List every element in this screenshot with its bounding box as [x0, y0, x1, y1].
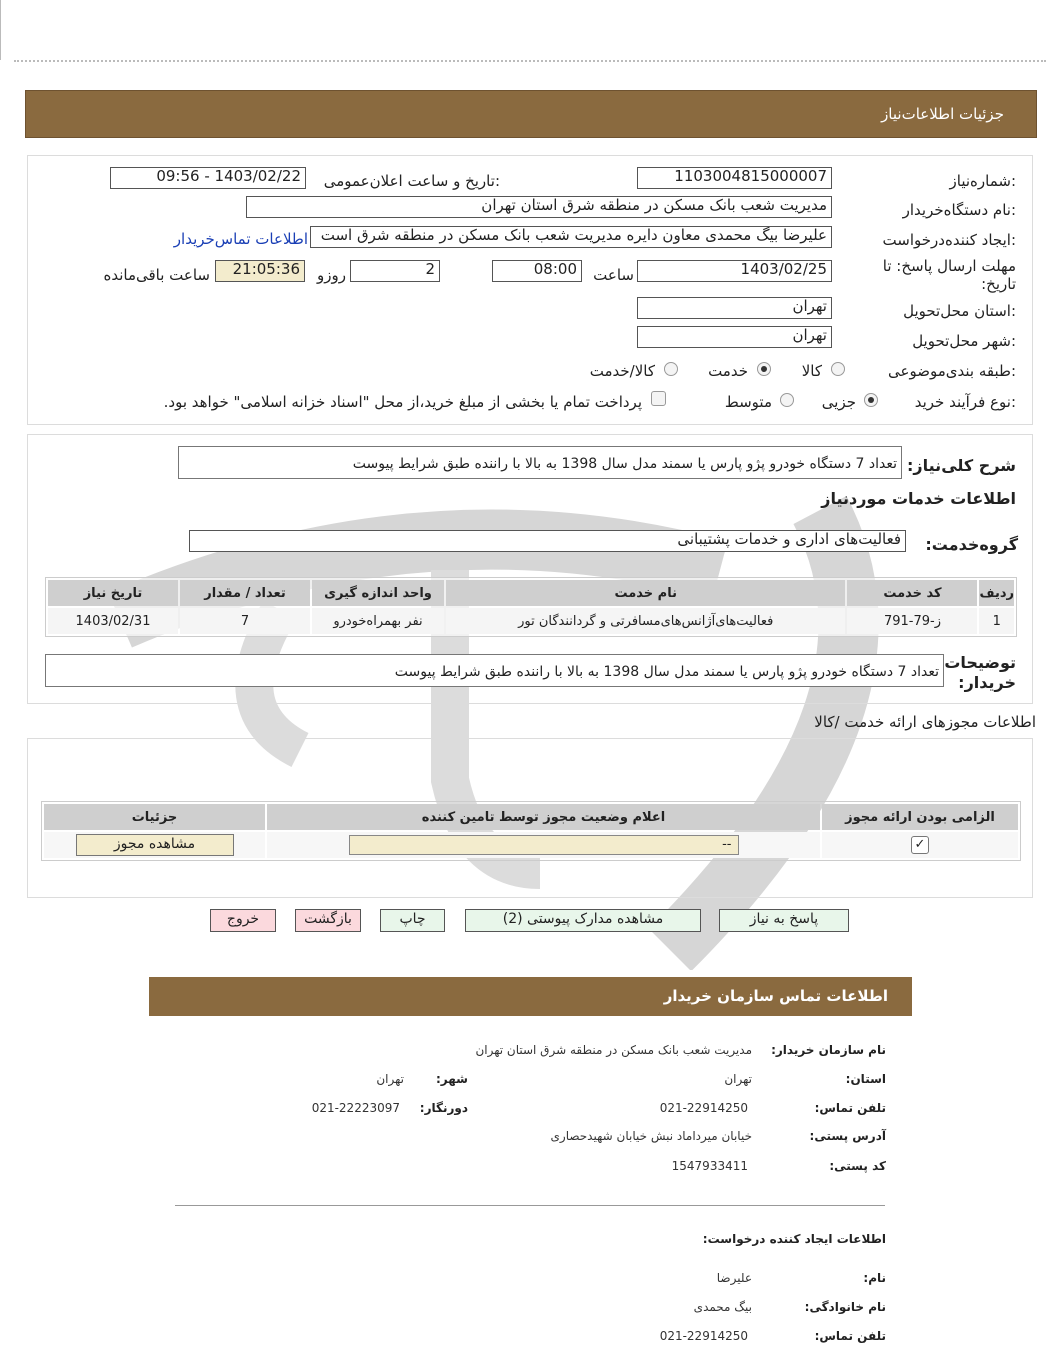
cell-date: 1403/02/31	[75, 613, 151, 629]
col-header-status: اعلام وضعیت مجوز توسط تامین کننده	[267, 804, 820, 830]
remaining-label: ساعت باقی‌مانده	[103, 266, 210, 284]
contact-postal-label: کد پستی:	[829, 1159, 886, 1173]
announce-label: تاریخ و ساعت اعلان‌عمومی:	[323, 172, 500, 190]
contact-phone-value: 021-22914250	[659, 1101, 748, 1115]
contact-city-value: تهران	[376, 1072, 404, 1086]
contact-city-label: شهر:	[436, 1072, 468, 1086]
exit-button[interactable]: خروج	[210, 909, 276, 932]
deadline-time-field: 08:00	[492, 260, 582, 282]
contact-fax-value: 021-22223097	[311, 1101, 400, 1115]
col-header-row: ردیف	[979, 580, 1014, 606]
details-header-bar	[25, 90, 1037, 138]
service-group-label: گروه‌خدمت:	[925, 535, 1018, 554]
process-option-minor: جزیی	[821, 393, 856, 411]
reply-button[interactable]: پاسخ به نیاز	[719, 909, 849, 932]
permit-status-field: --	[349, 835, 739, 855]
cell-qty: 7	[240, 613, 250, 629]
permit-required-cell	[822, 832, 1018, 858]
creator-family-label: نام خانوادگی:	[804, 1300, 886, 1314]
days-label: روزو	[317, 266, 346, 284]
announce-date-field: 1403/02/22 - 09:56	[110, 167, 306, 189]
city-label: شهر محل‌تحویل:	[912, 332, 1016, 350]
category-option-goods: کالا	[801, 362, 822, 380]
contact-address-value: خیابان میرداماد نبش خیابان شهیدحصاری	[550, 1129, 752, 1143]
remaining-time-field: 21:05:36	[215, 260, 305, 282]
permits-table-wrap	[41, 801, 1021, 861]
process-radio-medium[interactable]	[780, 393, 794, 407]
table-row	[44, 832, 1018, 858]
col-header-qty: تعداد / مقدار	[180, 580, 310, 606]
service-group-field: فعالیت‌های اداری و خدمات پشتیبانی	[189, 530, 906, 552]
creator-phone-label: تلفن تماس:	[814, 1329, 886, 1343]
services-title: اطلاعات خدمات موردنیاز	[821, 489, 1016, 508]
creator-name-value: علیرضا	[716, 1271, 752, 1285]
top-separator	[14, 60, 1046, 62]
process-radio-minor[interactable]	[864, 393, 878, 407]
top-border	[0, 0, 1, 60]
contact-header-title: اطلاعات تماس سازمان خریدار	[663, 987, 888, 1005]
attachments-button[interactable]: مشاهده مدارک پیوستی (2)	[465, 909, 701, 932]
city-field: تهران	[637, 326, 832, 348]
service-table-wrap	[45, 577, 1017, 637]
need-number-label: شماره‌نیاز:	[949, 172, 1016, 190]
table-row	[48, 608, 1014, 634]
payment-note: پرداخت تمام یا بخشی از مبلغ خرید،از محل "اسناد خزانه اسلامی" خواهد بود.	[163, 393, 642, 411]
payment-checkbox[interactable]	[651, 391, 666, 406]
summary-label: شرح کلی‌نیاز:	[907, 456, 1016, 475]
creator-section-title: اطلاعات ایجاد کننده درخواست:	[702, 1232, 886, 1246]
creator-label: ایجاد کننده‌درخواست:	[882, 231, 1016, 249]
category-label: طبقه بندی‌موضوعی:	[888, 362, 1016, 380]
category-radio-goods[interactable]	[831, 362, 845, 376]
col-header-details: جزئیات	[44, 804, 265, 830]
need-number-field: 1103004815000007	[637, 167, 832, 189]
buyer-contact-link[interactable]: اطلاعات تماس‌خریدار	[173, 230, 308, 248]
contact-fax-label: دورنگار:	[419, 1101, 468, 1115]
contact-province-label: استان:	[845, 1072, 886, 1086]
contact-org-value: مدیریت شعب بانک مسکن در منطقه شرق استان تهران	[475, 1043, 752, 1057]
province-label: استان محل‌تحویل:	[903, 302, 1016, 320]
creator-phone-value: 021-22914250	[659, 1329, 748, 1343]
creator-family-value: بیگ محمدی	[693, 1300, 752, 1314]
cell-code: ز-79-791	[883, 613, 941, 629]
category-option-service: خدمت	[708, 362, 748, 380]
service-table	[46, 578, 1016, 636]
deadline-time-label: ساعت	[593, 266, 634, 284]
summary-field: تعداد 7 دستگاه خودرو پژو پارس یا سمند مدل سال 1398 به بالا با راننده طبق شرایط پیوست	[178, 446, 902, 479]
deadline-label: مهلت ارسال پاسخ: تا تاریخ:	[882, 257, 1016, 293]
deadline-date-field: 1403/02/25	[637, 260, 832, 282]
permit-required-checkbox[interactable]: ✓	[911, 836, 929, 854]
col-header-unit: واحد اندازه گیری	[312, 580, 444, 606]
contact-org-label: نام سازمان خریدار:	[771, 1043, 886, 1057]
contact-address-label: آدرس پستی:	[809, 1129, 886, 1143]
details-header-title: جزئیات اطلاعات‌نیاز	[881, 105, 1004, 123]
cell-row: 1	[992, 613, 1001, 629]
print-button[interactable]: چاپ	[380, 909, 445, 932]
view-permit-button[interactable]: مشاهده مجوز	[76, 834, 234, 856]
buyer-notes-label: توضیحات خریدار:	[944, 653, 1016, 692]
contact-postal-value: 1547933411	[671, 1159, 748, 1173]
buyer-notes-field: تعداد 7 دستگاه خودرو پژو پارس یا سمند مدل سال 1398 به بالا با راننده طبق شرایط پیوست	[45, 654, 944, 687]
cell-unit: نفر بهمراه‌خودرو	[333, 613, 423, 629]
permits-table	[42, 802, 1020, 860]
category-radio-goods-service[interactable]	[664, 362, 678, 376]
process-option-medium: متوسط	[724, 393, 772, 411]
category-option-goods-service: کالا/خدمت	[589, 362, 655, 380]
col-header-date: تاریخ نیاز	[48, 580, 178, 606]
contact-divider	[175, 1205, 885, 1206]
buyer-label: نام دستگاه‌خریدار:	[902, 201, 1016, 219]
creator-field: علیرضا بیگ محمدی معاون دایره مدیریت شعب بانک مسکن در منطقه شرق است	[310, 226, 832, 248]
creator-name-label: نام:	[863, 1271, 886, 1285]
col-header-code: کد خدمت	[847, 580, 977, 606]
buyer-field: مدیریت شعب بانک مسکن در منطقه شرق استان تهران	[246, 196, 832, 218]
contact-province-value: تهران	[724, 1072, 752, 1086]
contact-phone-label: تلفن تماس:	[814, 1101, 886, 1115]
cell-name: فعالیت‌های‌آژانس‌های‌مسافرتی و گردانندگان تور	[518, 613, 774, 629]
contact-header-bar	[149, 977, 912, 1016]
days-field: 2	[350, 260, 440, 282]
permit-status-cell	[267, 832, 820, 858]
process-label: نوع فرآیند خرید:	[914, 393, 1016, 411]
category-radio-service[interactable]	[757, 362, 771, 376]
col-header-required: الزامی بودن ارائه مجوز	[822, 804, 1018, 830]
permits-title: اطلاعات مجوزهای ارائه خدمت /کالا	[814, 713, 1036, 731]
permit-details-cell	[44, 832, 265, 858]
col-header-name: نام خدمت	[446, 580, 845, 606]
province-field: تهران	[637, 297, 832, 319]
back-button[interactable]: بازگشت	[295, 909, 361, 932]
